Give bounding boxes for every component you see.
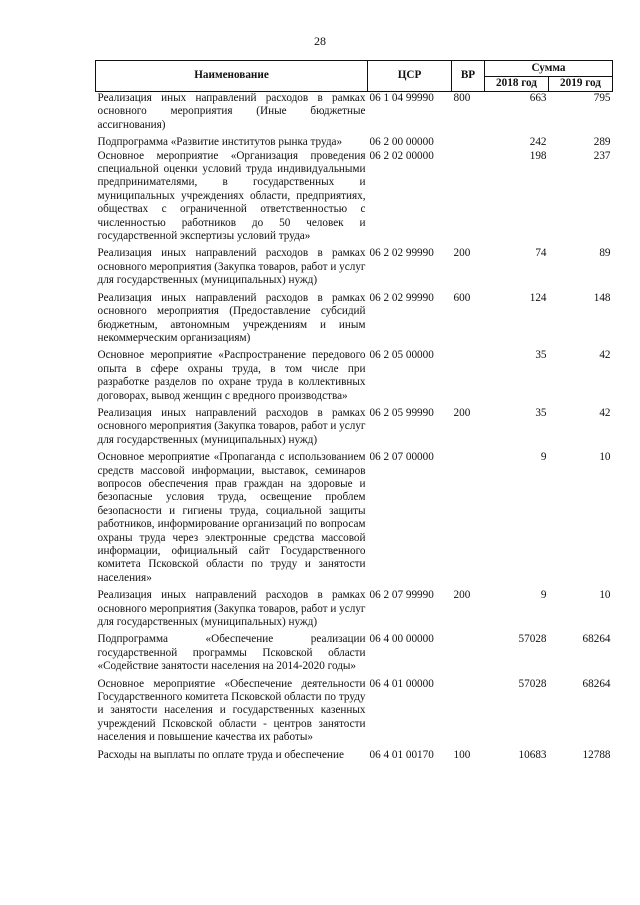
row-csr: 06 4 01 00000 — [369, 677, 434, 690]
row-2018: 35 — [535, 406, 547, 419]
table-row — [96, 678, 613, 749]
row-csr: 06 2 07 00000 — [369, 451, 434, 464]
table-header — [96, 61, 613, 92]
table-row — [96, 451, 613, 589]
table-row — [96, 589, 613, 633]
row-2019: 68264 — [582, 633, 611, 646]
row-2018: 57028 — [518, 633, 547, 646]
header-year-2018: 2018 год — [485, 76, 549, 92]
header-vr: ВР — [452, 61, 485, 92]
table-row — [96, 92, 613, 137]
budget-table — [95, 60, 613, 762]
row-2018: 74 — [535, 247, 547, 260]
row-name: Основное мероприятие «Пропаганда с использованием средств массовой информации, выставок, семинаров вопросов обеспечения прав граждан на здоровые и безопасные условия труда, освещение проблем безопасности и гигиены труда, социальной защиты работников, информирование организаций по вопросам охраны труда через электронные средства массовой информации, официальный сайт Государственного комитета Псковской области по труду и занятости населения» — [97, 451, 366, 584]
row-name: Расходы на выплаты по оплате труда и обеспечение — [97, 748, 344, 761]
row-vr: 800 — [453, 92, 471, 104]
row-2018: 242 — [529, 136, 547, 149]
table-row — [96, 633, 613, 677]
row-vr: 100 — [453, 748, 471, 761]
row-2018: 35 — [535, 349, 547, 362]
table-row — [96, 749, 613, 762]
row-name: Основное мероприятие «Распространение передового опыта в сфере охраны труда, в том числе при разработке разделов по охране труда в коллективных договорах, вывод женщин с вредного производства» — [97, 349, 366, 402]
row-name: Реализация иных направлений расходов в рамках основного мероприятия (Иные бюджетные ассигнования) — [97, 92, 366, 131]
row-vr — [452, 136, 485, 149]
row-vr: 600 — [453, 291, 471, 304]
row-vr — [452, 349, 485, 407]
row-name: Реализация иных направлений расходов в рамках основного мероприятия (Закупка товаров, работ и услуг для государственных (муниципальных) нужд) — [97, 406, 366, 446]
row-csr: 06 2 02 00000 — [369, 149, 434, 162]
row-2019: 237 — [593, 149, 611, 162]
table-row — [96, 349, 613, 407]
header-year-2019: 2019 год — [549, 76, 613, 92]
row-csr: 06 2 05 99990 — [369, 406, 434, 419]
row-csr: 06 4 00 00000 — [369, 633, 434, 646]
row-name: Подпрограмма «Обеспечение реализации государственной программы Псковской области «Содействие занятости населения на 2014-2020 годы» — [97, 633, 366, 673]
row-2018: 9 — [540, 589, 547, 602]
row-vr — [452, 150, 485, 248]
row-2019: 148 — [593, 291, 611, 304]
row-name: Основное мероприятие «Организация проведения специальной оценки условий труда индивидуальными предпринимателями, в государственных и муниципальных учреждениях области, предприятиях, обществах с ограниченной ответственностью с численностью работников до 50 человек и государственной экспертизы условий труда» — [97, 149, 366, 243]
row-2019: 10 — [599, 589, 611, 602]
table-row — [96, 150, 613, 248]
row-vr — [452, 678, 485, 749]
header-name: Наименование — [96, 61, 368, 92]
row-2019: 68264 — [582, 677, 611, 690]
header-csr: ЦСР — [368, 61, 452, 92]
row-csr: 06 2 07 99990 — [369, 589, 434, 602]
table-row — [96, 136, 613, 149]
row-2018: 663 — [529, 92, 547, 104]
row-vr — [452, 633, 485, 677]
row-2019: 42 — [599, 406, 611, 419]
header-sum: Сумма — [485, 61, 613, 77]
row-name: Реализация иных направлений расходов в рамках основного мероприятия (Закупка товаров, работ и услуг для государственных (муниципальных) нужд) — [97, 589, 366, 629]
row-name: Подпрограмма «Развитие институтов рынка труда» — [97, 136, 343, 149]
row-vr — [452, 451, 485, 589]
row-vr: 200 — [453, 247, 471, 260]
row-2019: 89 — [599, 247, 611, 260]
table-row — [96, 407, 613, 451]
row-csr: 06 2 02 99990 — [369, 247, 434, 260]
row-2018: 198 — [529, 149, 547, 162]
row-2019: 42 — [599, 349, 611, 362]
row-name: Основное мероприятие «Обеспечение деятельности Государственного комитета Псковской области по труду и занятости населения и государственных казенных учреждений Псковской области - центров занятости населения и повышение качества их работы» — [97, 677, 366, 744]
table-body — [96, 92, 613, 763]
row-2018: 124 — [529, 291, 547, 304]
row-vr: 200 — [453, 589, 471, 602]
row-2018: 10683 — [518, 748, 547, 761]
table-row — [96, 247, 613, 291]
row-csr: 06 2 00 00000 — [369, 136, 434, 149]
row-2019: 289 — [593, 136, 611, 149]
page-number: 28 — [314, 34, 326, 48]
row-2018: 9 — [540, 451, 547, 464]
row-2019: 12788 — [582, 748, 611, 761]
row-csr: 06 2 05 00000 — [369, 349, 434, 362]
row-name: Реализация иных направлений расходов в рамках основного мероприятия (Предоставление субсидий бюджетным, автономным учреждениям и иным некоммерческим организациям) — [97, 291, 366, 344]
row-2018: 57028 — [518, 677, 547, 690]
row-2019: 795 — [593, 92, 611, 104]
row-2019: 10 — [599, 451, 611, 464]
row-csr: 06 2 02 99990 — [369, 291, 434, 304]
row-vr: 200 — [453, 406, 471, 419]
row-csr: 06 4 01 00170 — [369, 748, 434, 761]
row-csr: 06 1 04 99990 — [369, 92, 434, 104]
table-row — [96, 292, 613, 350]
row-name: Реализация иных направлений расходов в рамках основного мероприятия (Закупка товаров, работ и услуг для государственных (муниципальных) нужд) — [97, 247, 366, 287]
